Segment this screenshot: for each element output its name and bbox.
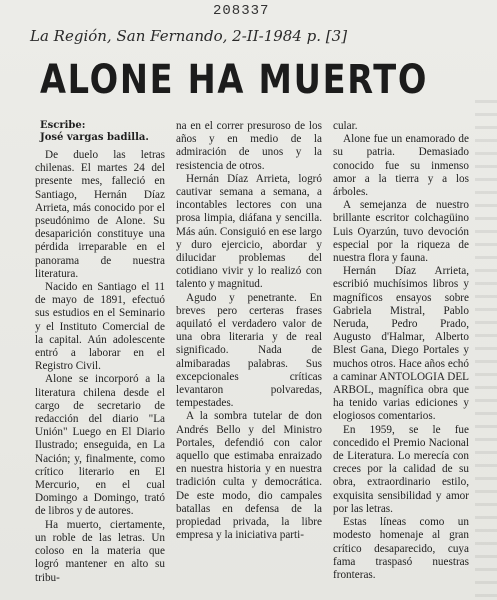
paragraph: En 1959, se le fue concedido el Premio Nacional de Literatura. Lo merecía con creces por la calidad de su obra, extraordinario estilo, exquisita sensibilidad y amor por las letras.	[333, 423, 469, 515]
article-column-1	[35, 149, 165, 585]
paragraph: Ha muerto, ciertamente, un roble de las letras. Un coloso en la materia que logró mantener en alto su tribu-	[35, 518, 165, 584]
catalog-number: 208337	[213, 3, 270, 19]
paragraph: cular.	[333, 120, 358, 132]
source-note: La Región, San Fernando, 2-II-1984 p. [3]	[30, 27, 348, 45]
bleed-through-edge	[475, 100, 497, 600]
paragraph: Hernán Díaz Arrieta, escribió muchísimos libros y magníficos ensayos sobre Gabriela Mistral, Pablo Neruda, Pedro Prado, Augusto d'Halmar, Alberto Blest Gana, Diego Portales y muchos otros. Hace años echó a caminar ANTOLOGIA DEL ARBOL, magnífica obra que ha tenido varias ediciones y elogiosos comentarios.	[333, 265, 469, 423]
paragraph: De duelo las letras chilenas. El martes 24 del presente mes, falleció en Santiago, Hernán Díaz Arrieta, más conocido por el pseudónimo de Alone. Su desaparición constituye una pérdida irreparable en el panorama de nuestra literatura.	[35, 149, 165, 280]
paragraph: Alone se incorporó a la literatura chilena desde el cargo de secretario de redacción del diario "La Unión" Luego en El Diario Ilustrado; enseguida, en La Nación; y, finalmente, como crítico literario en El Mercurio, en el cual Domingo a Domingo, trató de libros y de autores.	[35, 373, 165, 518]
paragraph: Nacido en Santiago el 11 de mayo de 1891, efectuó sus estudios en el Seminario y el Instituto Comercial de la capital. Aún adolescente entró a laborar en el Registro Civil.	[35, 281, 165, 373]
paragraph: na en el correr presuroso de los años y en medio de la admiración de unos y la resistencia de otros.	[176, 120, 322, 172]
paragraph: Alone fue un enamorado de su patria. Demasiado conocido fue su inmenso amor a la tierra y a los árboles.	[333, 133, 469, 199]
article-column-3	[333, 120, 469, 582]
article-column-2	[176, 120, 322, 543]
headline: ALONE HA MUERTO	[40, 57, 429, 103]
byline-label: Escribe:	[40, 120, 86, 131]
paragraph: A la sombra tutelar de don Andrés Bello y del Ministro Portales, defendió con calor aquello que estimaba enraizado en nuestra historia y en nuestra tradición culta y democrática. De este modo, dio campales batallas en defensa de la propiedad privada, la libre empresa y la iniciativa parti-	[176, 410, 322, 542]
paragraph: Hernán Díaz Arrieta, logró cautivar semana a semana, a incontables lectores con una prosa limpia, diáfana y sencilla. Más aún. Consiguió en ese largo y duro ejercicio, abordar y dilucidar problemas del cotidiano vivir y lo realizó con talento y magnitud.	[176, 172, 322, 291]
paragraph: Estas líneas como un modesto homenaje al gran crítico desaparecido, cuya fama traspasó nuestras fronteras.	[333, 516, 469, 581]
paragraph: A semejanza de nuestro brillante escritor colchagüino Luis Oyarzún, tuvo devoción especial por la riqueza de nuestra flora y fauna.	[333, 199, 469, 265]
byline	[40, 120, 170, 144]
byline-author: José vargas badilla.	[40, 132, 149, 143]
paragraph: Agudo y penetrante. En breves pero certeras frases aquilató el verdadero valor de una obra literaria y de real significado. Nada de almibaradas palabras. Sus excepcionales críticas levantaron polvaredas, tempestades.	[176, 291, 322, 410]
